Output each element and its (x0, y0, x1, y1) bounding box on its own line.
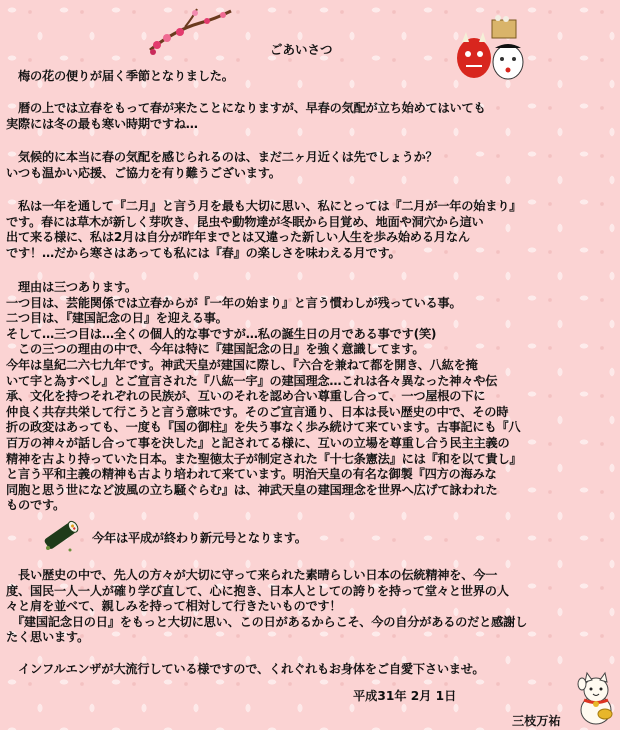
paragraph-calendar (6, 101, 614, 132)
text-line: 承、文化を持つそれぞれの民族が、互いのそれを認め合い尊重し合って、一つ屋根の下に (6, 389, 486, 404)
paragraph-greeting (6, 69, 614, 85)
text-line: 二つ目は、『建国記念の日』を迎える事。 (6, 311, 228, 326)
text-line: 精神を古より持っていた日本。また聖徳太子が制定された『十七条憲法』には『和を以て貴し』 (6, 451, 522, 466)
text-line: 『建国記念日の日』をもっと大切に思い、この日があるからこそ、今の自分があるのだと感謝し (6, 614, 528, 629)
text-line: 私は一年を通して『二月』と言う月を最も大切に思い、私にとっては『二月が一年の始まり』 (6, 199, 522, 213)
text-line: 気候的に本当に春の気配を感じられるのは、まだ二ヶ月近くは先でしょうか？ (6, 150, 438, 164)
text-line: です！…だから寒さはあっても私には『春』の楽しさを味わえる月です。 (6, 245, 401, 260)
text-line: いて宇と為すべし』とご宣言された『八紘一宇』の建国理念…これは各々異なった神々や伝 (6, 373, 498, 388)
paragraph-weather (6, 150, 614, 181)
paragraph-february (6, 199, 614, 261)
paragraph-reasons (6, 280, 614, 514)
text-line: いつも温かい応援、ご協力を有り難うございます。 (6, 165, 281, 180)
signature: 三枝万祐 (512, 714, 561, 728)
text-line: 度、国民一人一人が確り学び直して、心に抱き、日本人としての誇りを持って堂々と世界の人 (6, 583, 509, 598)
text-line: たく思います。 (6, 630, 89, 645)
text-line: 々と肩を並べて、親しみを持って相対して行きたいものです！ (6, 599, 342, 614)
text-line: 出て来る様に、私は2月は自分が昨年までとは又違った新しい人生を歩み始める月なん (6, 230, 470, 245)
text-line: 一つ目は、芸能関係では立春からが『一年の始まり』と言う慣わしが残っている事。 (6, 295, 462, 310)
paragraph-new-era (92, 531, 492, 547)
ehomaki-sushi-roll-icon (40, 518, 80, 554)
text-line: 折の政変はあっても、一度も『国の御柱』を失う事なく歩み続けて来ています。古事記にも『八 (6, 420, 521, 435)
text-line: 暦の上では立春をもって春が来たことになりますが、早春の気配が立ち始めてはいても (6, 101, 486, 115)
text-line: 仲良く共存共栄して行こうと言う意味です。そのご宣言通り、日本は長い歴史の中で、その時 (6, 404, 509, 419)
text-line: 今年は平成が終わり新元号となります。 (92, 531, 307, 545)
text-line: 今年は皇紀二六七九年です。神武天皇が建国に際し、『六合を兼ねて都を開き、八紘を掩 (6, 357, 478, 372)
text-line: ものです。 (6, 498, 65, 513)
paragraph-closing (6, 662, 614, 678)
text-line: インフルエンザが大流行している様ですので、くれぐれもお身体をご自愛下さいませ。 (6, 662, 485, 676)
text-line: 理由は三つあります。 (6, 280, 137, 294)
text-line: 実際には冬の最も寒い時期ですね… (6, 116, 198, 131)
paragraph-tradition (6, 568, 614, 646)
page-title: ごあいさつ (270, 42, 333, 57)
text-line: 長い歴史の中で、先人の方々が大切に守って来られた素晴らしい日本の伝統精神を、今一 (6, 568, 498, 582)
text-line: この三つの理由の中で、今年は特に『建国記念の日』を強く意識してます。 (6, 342, 425, 357)
plum-blossom-branch-icon (145, 5, 235, 55)
text-line: 百万の神々が話し合って事を決した』と記されてる様に、互いの立場を尊重し合う民主主義の (6, 435, 510, 450)
text-line: そして…三つ目は…全くの個人的な事ですが…私の誕生日の月である事です(笑) (6, 326, 437, 341)
maneki-neko-icon (575, 670, 617, 726)
text-line: です。春には草木が新しく芽吹き、昆虫や動物達が冬眠から目覚め、地面や洞穴から這い (6, 214, 484, 229)
text-line: 梅の花の便りが届く季節となりました。 (6, 69, 234, 83)
text-line: 同胞と思う世になど波風の立ち騒ぐらむ』は、神武天皇の建国理念を世界へ広げて詠われた (6, 482, 498, 497)
letter-date: 平成31年 2月 1日 (353, 689, 457, 703)
text-line: と言う平和主義の精神も古より培われて来ています。明治天皇の有名な御製『四方の海みな (6, 467, 497, 482)
